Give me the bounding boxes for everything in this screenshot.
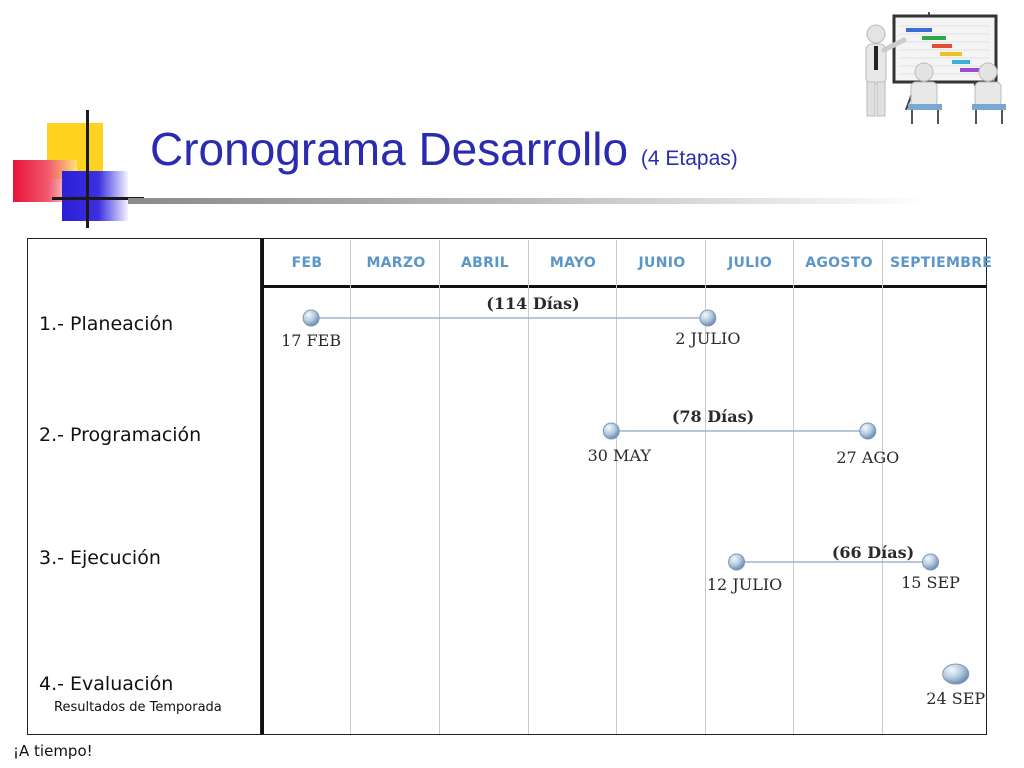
decor-vertical-line [86, 110, 89, 228]
month-header-julio: JULIO [727, 255, 773, 271]
task-start-label: 17 FEB [281, 331, 342, 350]
task-duration-label: (78 Días) [671, 407, 755, 426]
footer-note: ¡A tiempo! [13, 742, 93, 760]
stage-sublabel-evaluacion: Resultados de Temporada [54, 700, 222, 715]
decor-blue-square [62, 171, 128, 221]
month-header-feb: FEB [291, 255, 323, 271]
task-end-label: 15 SEP [901, 573, 960, 592]
month-separator [350, 240, 351, 734]
month-header-divider [262, 285, 987, 288]
stage-label-planeacion: 1.- Planeación [39, 313, 174, 335]
month-separator [528, 240, 529, 734]
task-duration-label: (66 Días) [831, 543, 915, 562]
month-separator [616, 240, 617, 734]
task-start-label: 30 MAY [587, 446, 651, 465]
title-main: Cronograma Desarrollo [150, 123, 629, 175]
month-header-agosto: AGOSTO [805, 255, 873, 271]
task-start-label: 24 SEP [926, 689, 986, 708]
page-title [150, 122, 738, 176]
title-underline [128, 198, 928, 204]
month-header-junio: JUNIO [638, 255, 686, 271]
month-separator [882, 240, 883, 734]
presentation-gantt-illustration-icon [836, 10, 1022, 126]
stage-label-ejecucion: 3.- Ejecución [39, 547, 161, 569]
month-header-marzo: MARZO [366, 255, 426, 271]
month-separator [439, 240, 440, 734]
task-end-label: 2 JULIO [675, 329, 741, 348]
stage-label-evaluacion: 4.- Evaluación [39, 673, 174, 695]
month-header-abril: ABRIL [461, 255, 509, 271]
timeline-grid [261, 238, 993, 735]
stage-label-programacion: 2.- Programación [39, 424, 202, 446]
month-separator [705, 240, 706, 734]
task-start-label: 12 JULIO [706, 575, 783, 594]
month-header-septiembre: SEPTIEMBRE [890, 255, 993, 271]
task-end-label: 27 AGO [836, 448, 900, 467]
month-separator [793, 240, 794, 734]
title-sub: (4 Etapas) [640, 147, 738, 170]
month-header-mayo: MAYO [549, 255, 597, 271]
task-duration-label: (114 Días) [486, 294, 580, 313]
